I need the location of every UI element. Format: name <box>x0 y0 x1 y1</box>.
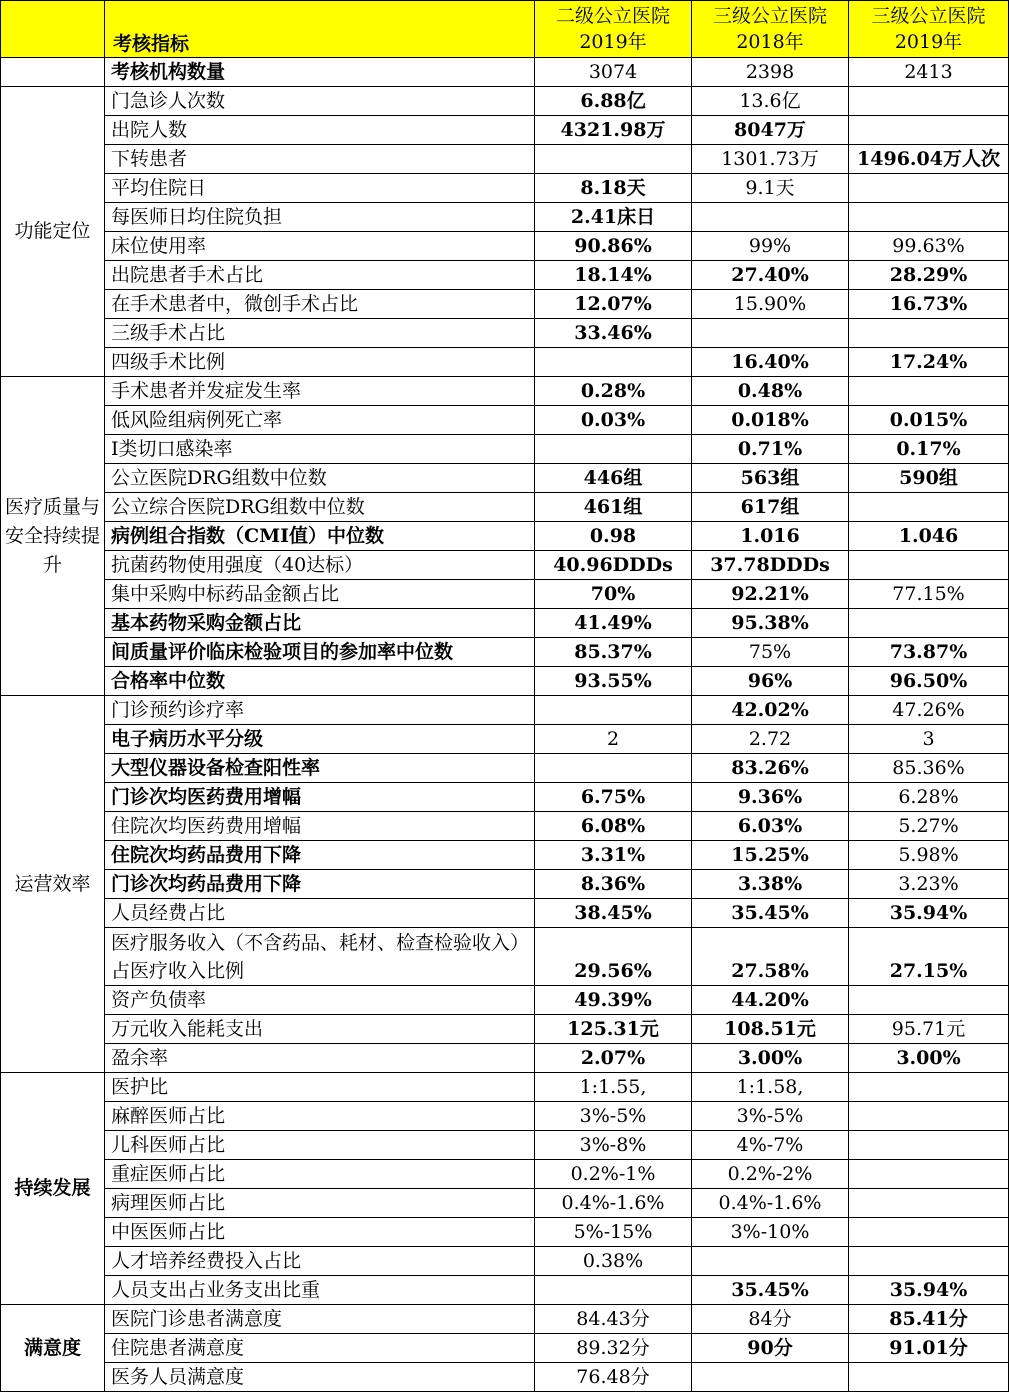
indicator-label: 合格率中位数 <box>105 667 535 696</box>
table-row <box>1 986 1009 1015</box>
header-col-2 <box>692 1 849 58</box>
value-cell-col-1: 3%-8% <box>535 1131 692 1160</box>
value-cell-col-1: 0.38% <box>535 1247 692 1276</box>
indicator-label: 四级手术比例 <box>105 348 535 377</box>
value-cell-col-1: 446组 <box>535 464 692 493</box>
indicator-label: 下转患者 <box>105 145 535 174</box>
table-row <box>1 87 1009 116</box>
value-cell-col-3 <box>849 1073 1009 1102</box>
value-cell-col-2 <box>692 1247 849 1276</box>
value-cell-col-1: 18.14% <box>535 261 692 290</box>
value-cell-col-2: 563组 <box>692 464 849 493</box>
value-cell-col-3: 96.50% <box>849 667 1009 696</box>
indicator-label: 住院次均医药费用增幅 <box>105 812 535 841</box>
value-cell-col-2 <box>692 203 849 232</box>
value-cell-col-1 <box>535 435 692 464</box>
value-cell-col-2: 27.40% <box>692 261 849 290</box>
category-cell: 持续发展 <box>1 1073 105 1305</box>
table-row <box>1 232 1009 261</box>
value-cell-col-2: 9.36% <box>692 783 849 812</box>
table-row <box>1 696 1009 725</box>
indicator-label: 人才培养经费投入占比 <box>105 1247 535 1276</box>
value-cell-col-2: 0.48% <box>692 377 849 406</box>
table-row <box>1 116 1009 145</box>
value-cell-col-1: 8.18天 <box>535 174 692 203</box>
table-row <box>1 1189 1009 1218</box>
indicator-label: 门诊次均药品费用下降 <box>105 870 535 899</box>
value-cell-col-3: 77.15% <box>849 580 1009 609</box>
table-row <box>1 1247 1009 1276</box>
value-cell-col-2: 35.45% <box>692 899 849 928</box>
value-cell-col-3: 35.94% <box>849 899 1009 928</box>
indicator-label: 在手术患者中，微创手术占比 <box>105 290 535 319</box>
value-cell-col-3: 3.23% <box>849 870 1009 899</box>
value-cell-col-1: 3%-5% <box>535 1102 692 1131</box>
table-row <box>1 899 1009 928</box>
table-row <box>1 464 1009 493</box>
table-row <box>1 580 1009 609</box>
indicator-label: 人员支出占业务支出比重 <box>105 1276 535 1305</box>
table-row <box>1 638 1009 667</box>
value-cell-col-2: 108.51元 <box>692 1015 849 1044</box>
table-row <box>1 174 1009 203</box>
value-cell-col-2: 617组 <box>692 493 849 522</box>
value-cell-col-3: 99.63% <box>849 232 1009 261</box>
value-cell-col-3: 1496.04万人次 <box>849 145 1009 174</box>
value-cell-col-2: 8047万 <box>692 116 849 145</box>
indicator-label: 门诊预约诊疗率 <box>105 696 535 725</box>
indicator-label: 考核机构数量 <box>105 58 535 87</box>
table-row <box>1 551 1009 580</box>
table-row <box>1 145 1009 174</box>
value-cell-col-2: 13.6亿 <box>692 87 849 116</box>
table-row <box>1 290 1009 319</box>
value-cell-col-1: 0.03% <box>535 406 692 435</box>
indicator-label: 盈余率 <box>105 1044 535 1073</box>
indicator-label: 出院患者手术占比 <box>105 261 535 290</box>
value-cell-col-1: 38.45% <box>535 899 692 928</box>
value-cell-col-1: 90.86% <box>535 232 692 261</box>
value-cell-col-3 <box>849 116 1009 145</box>
indicator-label: 重症医师占比 <box>105 1160 535 1189</box>
value-cell-col-1: 29.56% <box>535 928 692 986</box>
value-cell-col-3: 85.41分 <box>849 1305 1009 1334</box>
value-cell-col-2: 1301.73万 <box>692 145 849 174</box>
value-cell-col-2: 2398 <box>692 58 849 87</box>
value-cell-col-3: 16.73% <box>849 290 1009 319</box>
value-cell-col-1: 6.08% <box>535 812 692 841</box>
indicator-label: 公立综合医院DRG组数中位数 <box>105 493 535 522</box>
indicator-label: 人员经费占比 <box>105 899 535 928</box>
value-cell-col-1: 3074 <box>535 58 692 87</box>
value-cell-col-3 <box>849 493 1009 522</box>
value-cell-col-1: 12.07% <box>535 290 692 319</box>
value-cell-col-2: 16.40% <box>692 348 849 377</box>
value-cell-col-1: 0.98 <box>535 522 692 551</box>
value-cell-col-3 <box>849 1102 1009 1131</box>
indicator-label: 大型仪器设备检查阳性率 <box>105 754 535 783</box>
category-cell: 医疗质量与安全持续提升 <box>1 377 105 696</box>
value-cell-col-3: 47.26% <box>849 696 1009 725</box>
value-cell-col-2: 44.20% <box>692 986 849 1015</box>
table-row <box>1 812 1009 841</box>
indicator-label: 病例组合指数（CMI值）中位数 <box>105 522 535 551</box>
indicator-label: 麻醉医师占比 <box>105 1102 535 1131</box>
value-cell-col-3: 35.94% <box>849 1276 1009 1305</box>
table-body <box>1 58 1009 1392</box>
indicator-label: 万元收入能耗支出 <box>105 1015 535 1044</box>
table-row <box>1 348 1009 377</box>
header-col-3 <box>849 1 1009 58</box>
value-cell-col-3 <box>849 87 1009 116</box>
indicator-label: 电子病历水平分级 <box>105 725 535 754</box>
value-cell-col-2 <box>692 1363 849 1392</box>
value-cell-col-1 <box>535 696 692 725</box>
value-cell-col-1: 2.41床日 <box>535 203 692 232</box>
category-cell: 功能定位 <box>1 87 105 377</box>
value-cell-col-2: 4%-7% <box>692 1131 849 1160</box>
value-cell-col-3: 27.15% <box>849 928 1009 986</box>
table-row <box>1 377 1009 406</box>
value-cell-col-2: 3%-5% <box>692 1102 849 1131</box>
indicator-label: 住院次均药品费用下降 <box>105 841 535 870</box>
indicator-label: 集中采购中标药品金额占比 <box>105 580 535 609</box>
indicator-label: 床位使用率 <box>105 232 535 261</box>
indicator-label: 医疗服务收入（不含药品、耗材、检查检验收入）占医疗收入比例 <box>105 928 535 986</box>
value-cell-col-2 <box>692 319 849 348</box>
value-cell-col-1: 6.75% <box>535 783 692 812</box>
value-cell-col-2: 6.03% <box>692 812 849 841</box>
header-col-1-year: 2019年 <box>579 31 647 53</box>
value-cell-col-3: 28.29% <box>849 261 1009 290</box>
value-cell-col-3 <box>849 1131 1009 1160</box>
indicator-label: 低风险组病例死亡率 <box>105 406 535 435</box>
value-cell-col-2: 75% <box>692 638 849 667</box>
indicator-label: 基本药物采购金额占比 <box>105 609 535 638</box>
table-row <box>1 1363 1009 1392</box>
table-row <box>1 522 1009 551</box>
table-row <box>1 667 1009 696</box>
value-cell-col-1: 0.2%-1% <box>535 1160 692 1189</box>
indicator-label: 儿科医师占比 <box>105 1131 535 1160</box>
value-cell-col-3 <box>849 986 1009 1015</box>
value-cell-col-1: 93.55% <box>535 667 692 696</box>
table-row <box>1 1276 1009 1305</box>
table-row <box>1 783 1009 812</box>
value-cell-col-3: 3.00% <box>849 1044 1009 1073</box>
value-cell-col-1 <box>535 145 692 174</box>
value-cell-col-3 <box>849 551 1009 580</box>
value-cell-col-1: 33.46% <box>535 319 692 348</box>
indicator-label: 门急诊人次数 <box>105 87 535 116</box>
indicator-label: 三级手术占比 <box>105 319 535 348</box>
value-cell-col-1 <box>535 1276 692 1305</box>
value-cell-col-3: 590组 <box>849 464 1009 493</box>
value-cell-col-1: 0.4%-1.6% <box>535 1189 692 1218</box>
value-cell-col-1: 6.88亿 <box>535 87 692 116</box>
value-cell-col-3 <box>849 1247 1009 1276</box>
value-cell-col-3: 95.71元 <box>849 1015 1009 1044</box>
table-row <box>1 725 1009 754</box>
indicator-label: 中医医师占比 <box>105 1218 535 1247</box>
value-cell-col-1: 41.49% <box>535 609 692 638</box>
value-cell-col-3: 2413 <box>849 58 1009 87</box>
value-cell-col-3 <box>849 377 1009 406</box>
table-row <box>1 609 1009 638</box>
value-cell-col-2: 3.38% <box>692 870 849 899</box>
value-cell-col-3: 85.36% <box>849 754 1009 783</box>
indicator-label: 医务人员满意度 <box>105 1363 535 1392</box>
table-row <box>1 1073 1009 1102</box>
category-cell: 满意度 <box>1 1305 105 1392</box>
table-row <box>1 58 1009 87</box>
table-row <box>1 928 1009 986</box>
value-cell-col-3 <box>849 319 1009 348</box>
value-cell-col-3: 73.87% <box>849 638 1009 667</box>
value-cell-col-3 <box>849 609 1009 638</box>
table-row <box>1 754 1009 783</box>
header-col-2-year: 2018年 <box>736 31 804 53</box>
value-cell-col-2: 1.016 <box>692 522 849 551</box>
header-blank-cell <box>1 1 105 58</box>
table-row <box>1 1131 1009 1160</box>
value-cell-col-2: 99% <box>692 232 849 261</box>
value-cell-col-2: 1:1.58, <box>692 1073 849 1102</box>
value-cell-col-2: 95.38% <box>692 609 849 638</box>
value-cell-col-3: 5.27% <box>849 812 1009 841</box>
value-cell-col-2: 9.1天 <box>692 174 849 203</box>
value-cell-col-3 <box>849 1363 1009 1392</box>
value-cell-col-2: 3%-10% <box>692 1218 849 1247</box>
value-cell-col-1: 4321.98万 <box>535 116 692 145</box>
value-cell-col-1: 84.43分 <box>535 1305 692 1334</box>
value-cell-col-1: 40.96DDDs <box>535 551 692 580</box>
table-row <box>1 1015 1009 1044</box>
indicator-label: I类切口感染率 <box>105 435 535 464</box>
value-cell-col-1: 1:1.55, <box>535 1073 692 1102</box>
table-row <box>1 319 1009 348</box>
table-row <box>1 1160 1009 1189</box>
value-cell-col-1: 89.32分 <box>535 1334 692 1363</box>
value-cell-col-1: 8.36% <box>535 870 692 899</box>
header-col-1 <box>535 1 692 58</box>
indicator-label: 公立医院DRG组数中位数 <box>105 464 535 493</box>
table-row <box>1 203 1009 232</box>
indicator-label: 资产负债率 <box>105 986 535 1015</box>
indicator-label: 住院患者满意度 <box>105 1334 535 1363</box>
value-cell-col-3: 1.046 <box>849 522 1009 551</box>
value-cell-col-2: 84分 <box>692 1305 849 1334</box>
value-cell-col-2: 42.02% <box>692 696 849 725</box>
indicator-label: 病理医师占比 <box>105 1189 535 1218</box>
value-cell-col-1 <box>535 754 692 783</box>
value-cell-col-2: 0.2%-2% <box>692 1160 849 1189</box>
value-cell-col-3: 91.01分 <box>849 1334 1009 1363</box>
value-cell-col-3: 3 <box>849 725 1009 754</box>
indicator-label: 每医师日均住院负担 <box>105 203 535 232</box>
value-cell-col-3 <box>849 203 1009 232</box>
value-cell-col-1: 49.39% <box>535 986 692 1015</box>
value-cell-col-1: 3.31% <box>535 841 692 870</box>
table-row <box>1 1334 1009 1363</box>
value-cell-col-2: 0.71% <box>692 435 849 464</box>
indicator-label: 手术患者并发症发生率 <box>105 377 535 406</box>
value-cell-col-2: 96% <box>692 667 849 696</box>
value-cell-col-2: 90分 <box>692 1334 849 1363</box>
header-col-3-level: 三级公立医院 <box>871 5 986 27</box>
value-cell-col-1 <box>535 348 692 377</box>
indicator-label: 门诊次均医药费用增幅 <box>105 783 535 812</box>
value-cell-col-3: 6.28% <box>849 783 1009 812</box>
value-cell-col-3 <box>849 174 1009 203</box>
value-cell-col-2: 92.21% <box>692 580 849 609</box>
value-cell-col-2: 15.90% <box>692 290 849 319</box>
table-row <box>1 1218 1009 1247</box>
value-cell-col-1: 461组 <box>535 493 692 522</box>
table-row <box>1 870 1009 899</box>
value-cell-col-2: 35.45% <box>692 1276 849 1305</box>
category-cell: 运营效率 <box>1 696 105 1073</box>
value-cell-col-1: 125.31元 <box>535 1015 692 1044</box>
value-cell-col-1: 85.37% <box>535 638 692 667</box>
value-cell-col-1: 2 <box>535 725 692 754</box>
value-cell-col-1: 5%-15% <box>535 1218 692 1247</box>
header-row <box>1 1 1009 58</box>
value-cell-col-3 <box>849 1218 1009 1247</box>
table-row <box>1 493 1009 522</box>
value-cell-col-2: 0.4%-1.6% <box>692 1189 849 1218</box>
value-cell-col-3 <box>849 1189 1009 1218</box>
header-col-1-level: 二级公立医院 <box>555 5 670 27</box>
value-cell-col-1: 76.48分 <box>535 1363 692 1392</box>
value-cell-col-1: 70% <box>535 580 692 609</box>
value-cell-col-2: 2.72 <box>692 725 849 754</box>
header-col-2-level: 三级公立医院 <box>712 5 827 27</box>
table-row <box>1 1102 1009 1131</box>
indicator-label: 医院门诊患者满意度 <box>105 1305 535 1334</box>
category-cell <box>1 58 105 87</box>
header-col-3-year: 2019年 <box>894 31 963 53</box>
value-cell-col-2: 3.00% <box>692 1044 849 1073</box>
indicator-label: 间质量评价临床检验项目的参加率中位数 <box>105 638 535 667</box>
value-cell-col-2: 15.25% <box>692 841 849 870</box>
table-row <box>1 841 1009 870</box>
indicator-label: 抗菌药物使用强度（40达标） <box>105 551 535 580</box>
value-cell-col-2: 27.58% <box>692 928 849 986</box>
value-cell-col-2: 83.26% <box>692 754 849 783</box>
table-row <box>1 1305 1009 1334</box>
indicator-label: 医护比 <box>105 1073 535 1102</box>
table-row <box>1 406 1009 435</box>
value-cell-col-3: 0.015% <box>849 406 1009 435</box>
value-cell-col-1: 2.07% <box>535 1044 692 1073</box>
value-cell-col-2: 0.018% <box>692 406 849 435</box>
value-cell-col-3 <box>849 1160 1009 1189</box>
value-cell-col-3: 5.98% <box>849 841 1009 870</box>
value-cell-col-2: 37.78DDDs <box>692 551 849 580</box>
header-indicator: 考核指标 <box>105 1 535 58</box>
value-cell-col-3: 17.24% <box>849 348 1009 377</box>
table-row <box>1 261 1009 290</box>
indicator-label: 出院人数 <box>105 116 535 145</box>
value-cell-col-1: 0.28% <box>535 377 692 406</box>
indicator-label: 平均住院日 <box>105 174 535 203</box>
table-row <box>1 435 1009 464</box>
value-cell-col-3: 0.17% <box>849 435 1009 464</box>
table-row <box>1 1044 1009 1073</box>
